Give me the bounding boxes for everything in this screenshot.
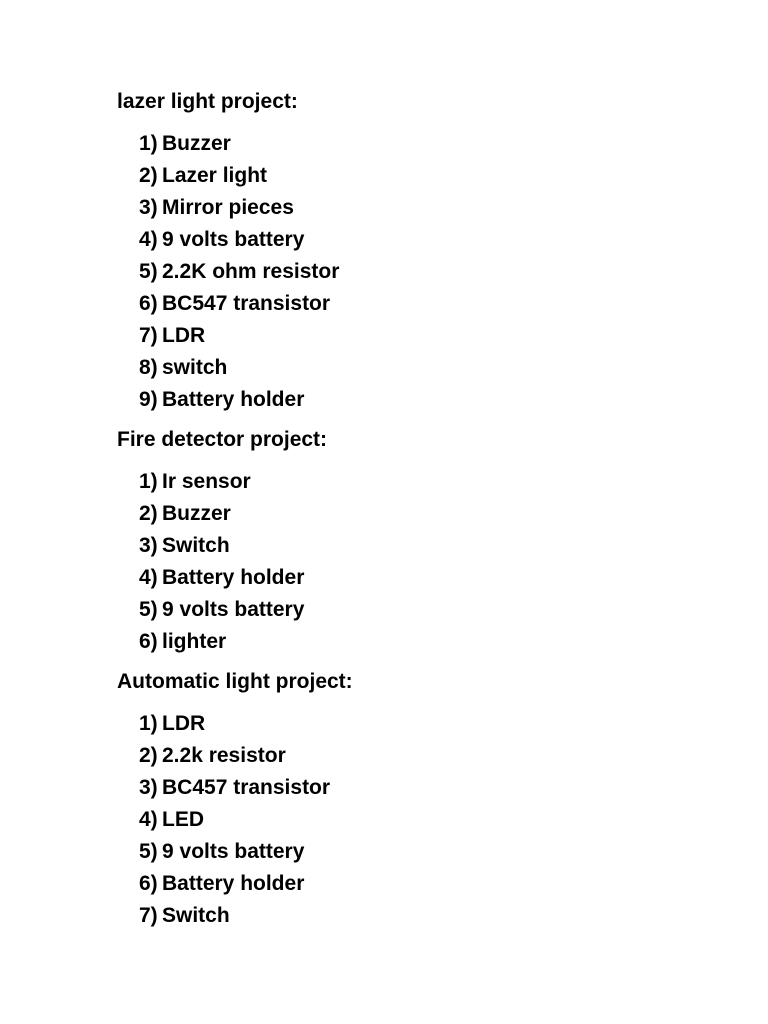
item-number: 7) xyxy=(139,904,158,927)
item-text: Buzzer xyxy=(162,502,231,525)
section-title: Fire detector project: xyxy=(117,428,328,451)
list-item xyxy=(117,836,717,868)
list-item xyxy=(117,288,717,320)
list-item xyxy=(117,900,717,932)
item-text: Mirror pieces xyxy=(162,196,294,219)
item-text: 2.2k resistor xyxy=(162,744,286,767)
item-text: 9 volts battery xyxy=(162,840,305,863)
section-automatic-light xyxy=(117,666,717,932)
item-text: 9 volts battery xyxy=(162,228,305,251)
item-text: Battery holder xyxy=(162,566,305,589)
list-item xyxy=(117,868,717,900)
list-item xyxy=(117,320,717,352)
list-item xyxy=(117,740,717,772)
list-item xyxy=(117,192,717,224)
item-number: 1) xyxy=(139,470,158,493)
item-text: BC457 transistor xyxy=(162,776,331,799)
list-item xyxy=(117,530,717,562)
list-item xyxy=(117,466,717,498)
item-text: BC547 transistor xyxy=(162,292,331,315)
item-text: Battery holder xyxy=(162,388,305,411)
item-number: 8) xyxy=(139,356,158,379)
document-content xyxy=(117,86,717,940)
item-number: 3) xyxy=(139,776,158,799)
item-number: 9) xyxy=(139,388,158,411)
section-fire-detector xyxy=(117,424,717,658)
item-text: lighter xyxy=(162,630,227,653)
item-number: 1) xyxy=(139,712,158,735)
section-title: lazer light project: xyxy=(117,90,298,113)
item-text: Ir sensor xyxy=(162,470,251,493)
item-number: 5) xyxy=(139,840,158,863)
component-list xyxy=(117,128,717,416)
item-number: 3) xyxy=(139,196,158,219)
item-number: 6) xyxy=(139,872,158,895)
list-item xyxy=(117,384,717,416)
list-item xyxy=(117,256,717,288)
list-item xyxy=(117,498,717,530)
item-number: 5) xyxy=(139,598,158,621)
list-item xyxy=(117,594,717,626)
component-list xyxy=(117,466,717,658)
item-text: 9 volts battery xyxy=(162,598,305,621)
item-text: LED xyxy=(162,808,204,831)
list-item xyxy=(117,160,717,192)
item-number: 4) xyxy=(139,808,158,831)
list-item xyxy=(117,772,717,804)
item-number: 1) xyxy=(139,132,158,155)
item-text: LDR xyxy=(162,324,206,347)
section-lazer-light xyxy=(117,86,717,416)
item-text: LDR xyxy=(162,712,206,735)
list-item xyxy=(117,128,717,160)
list-item xyxy=(117,224,717,256)
item-number: 6) xyxy=(139,630,158,653)
item-text: Buzzer xyxy=(162,132,231,155)
item-text: Battery holder xyxy=(162,872,305,895)
item-number: 2) xyxy=(139,164,158,187)
item-text: Switch xyxy=(162,534,230,557)
item-number: 2) xyxy=(139,502,158,525)
item-number: 5) xyxy=(139,260,158,283)
item-number: 7) xyxy=(139,324,158,347)
list-item xyxy=(117,562,717,594)
item-number: 4) xyxy=(139,228,158,251)
section-title: Automatic light project: xyxy=(117,670,353,693)
list-item xyxy=(117,804,717,836)
item-text: 2.2K ohm resistor xyxy=(162,260,340,283)
item-text: Switch xyxy=(162,904,230,927)
component-list xyxy=(117,708,717,932)
item-text: Lazer light xyxy=(162,164,268,187)
item-text: switch xyxy=(162,356,228,379)
item-number: 2) xyxy=(139,744,158,767)
item-number: 6) xyxy=(139,292,158,315)
item-number: 3) xyxy=(139,534,158,557)
list-item xyxy=(117,626,717,658)
list-item xyxy=(117,708,717,740)
list-item xyxy=(117,352,717,384)
item-number: 4) xyxy=(139,566,158,589)
